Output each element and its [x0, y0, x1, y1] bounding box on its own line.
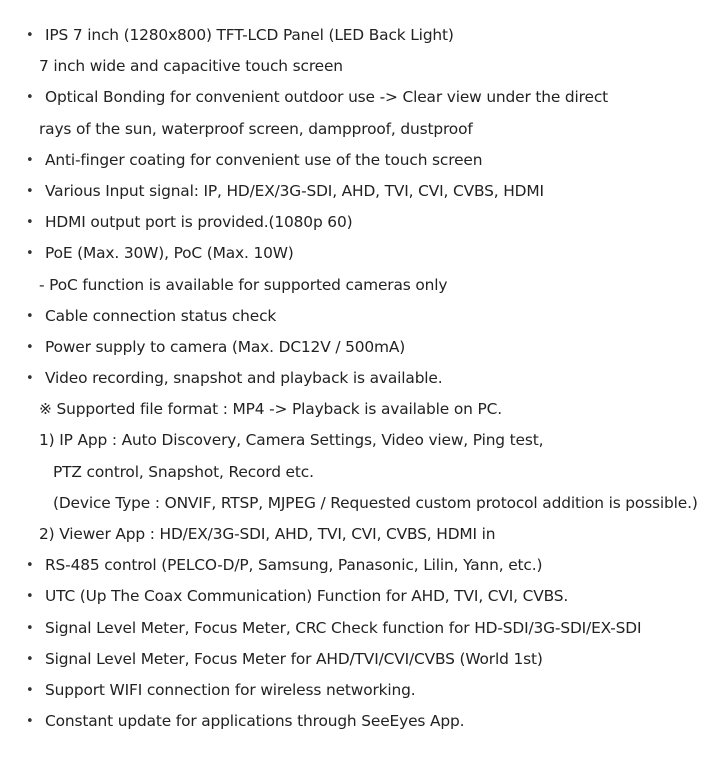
- line-text: Various Input signal: IP, HD/EX/3G-SDI, AHD, TVI, CVI, CVBS, HDMI: [45, 181, 544, 200]
- bullet-icon: •: [26, 28, 34, 43]
- bullet-icon: •: [26, 90, 34, 106]
- line-text: Anti-finger coating for convenient use of the touch screen: [45, 150, 483, 169]
- line-text: 1) IP App : Auto Discovery, Camera Settings, Video view, Ping test,: [39, 431, 544, 450]
- bullet-icon: •: [26, 246, 34, 262]
- bullet-item: [0, 675, 718, 706]
- bullet-item: [0, 82, 718, 113]
- line-text: UTC (Up The Coax Communication) Function for AHD, TVI, CVI, CVBS.: [45, 587, 569, 606]
- line-text: Support WIFI connection for wireless networking.: [45, 680, 416, 699]
- bullet-item: [0, 644, 718, 675]
- line-text: Video recording, snapshot and playback is available.: [45, 369, 443, 388]
- continuation-line: [0, 114, 718, 145]
- continuation-line: [0, 270, 718, 301]
- bullet-icon: •: [26, 339, 34, 355]
- bullet-icon: •: [26, 651, 34, 667]
- bullet-item: [0, 20, 718, 51]
- line-text: ※ Supported file format : MP4 -> Playback is available on PC.: [39, 400, 502, 419]
- bullet-icon: •: [26, 152, 34, 168]
- line-text: IPS 7 inch (1280x800) TFT-LCD Panel (LED Back Light): [45, 26, 454, 44]
- line-text: Signal Level Meter, Focus Meter, CRC Check function for HD-SDI/3G-SDI/EX-SDI: [45, 618, 642, 637]
- line-text: Power supply to camera (Max. DC12V / 500mA): [45, 337, 406, 356]
- bullet-item: [0, 550, 718, 581]
- line-text: Cable connection status check: [45, 306, 277, 325]
- bullet-item: [0, 145, 718, 176]
- sub-continuation-line: [0, 488, 718, 519]
- line-text: 2) Viewer App : HD/EX/3G-SDI, AHD, TVI, CVI, CVBS, HDMI in: [39, 525, 496, 543]
- bullet-icon: •: [26, 620, 34, 636]
- bullet-item: [0, 613, 718, 644]
- continuation-line: [0, 51, 718, 82]
- bullet-item: [0, 238, 718, 269]
- line-text: Constant update for applications through SeeEyes App.: [45, 712, 465, 731]
- bullet-icon: •: [26, 682, 34, 698]
- sub-continuation-line: [0, 457, 718, 488]
- line-text: Optical Bonding for convenient outdoor use -> Clear view under the direct: [45, 88, 609, 107]
- line-text: - PoC function is available for supported cameras only: [39, 275, 448, 294]
- spec-list: [0, 20, 718, 737]
- line-text: PTZ control, Snapshot, Record etc.: [53, 462, 314, 481]
- bullet-icon: •: [26, 371, 34, 387]
- bullet-icon: •: [26, 714, 34, 730]
- bullet-icon: •: [26, 589, 34, 605]
- bullet-item: [0, 176, 718, 207]
- bullet-item: [0, 301, 718, 332]
- line-text: (Device Type : ONVIF, RTSP, MJPEG / Requested custom protocol addition is possible.): [53, 493, 698, 512]
- bullet-item: [0, 706, 718, 737]
- line-text: PoE (Max. 30W), PoC (Max. 10W): [45, 244, 294, 263]
- line-text: Signal Level Meter, Focus Meter for AHD/TVI/CVI/CVBS (World 1st): [45, 649, 543, 668]
- line-text: rays of the sun, waterproof screen, dampproof, dustproof: [39, 119, 473, 138]
- bullet-icon: •: [26, 215, 34, 231]
- line-text: RS-485 control (PELCO-D/P, Samsung, Panasonic, Lilin, Yann, etc.): [45, 556, 543, 575]
- bullet-item: [0, 363, 718, 394]
- bullet-icon: •: [26, 308, 34, 324]
- bullet-item: [0, 581, 718, 612]
- continuation-line: [0, 425, 718, 456]
- continuation-line: [0, 394, 718, 425]
- bullet-icon: •: [26, 558, 34, 574]
- continuation-line: [0, 519, 718, 550]
- line-text: HDMI output port is provided.(1080p 60): [45, 213, 353, 232]
- bullet-icon: •: [26, 183, 34, 199]
- bullet-item: [0, 332, 718, 363]
- bullet-item: [0, 207, 718, 238]
- line-text: 7 inch wide and capacitive touch screen: [39, 57, 343, 76]
